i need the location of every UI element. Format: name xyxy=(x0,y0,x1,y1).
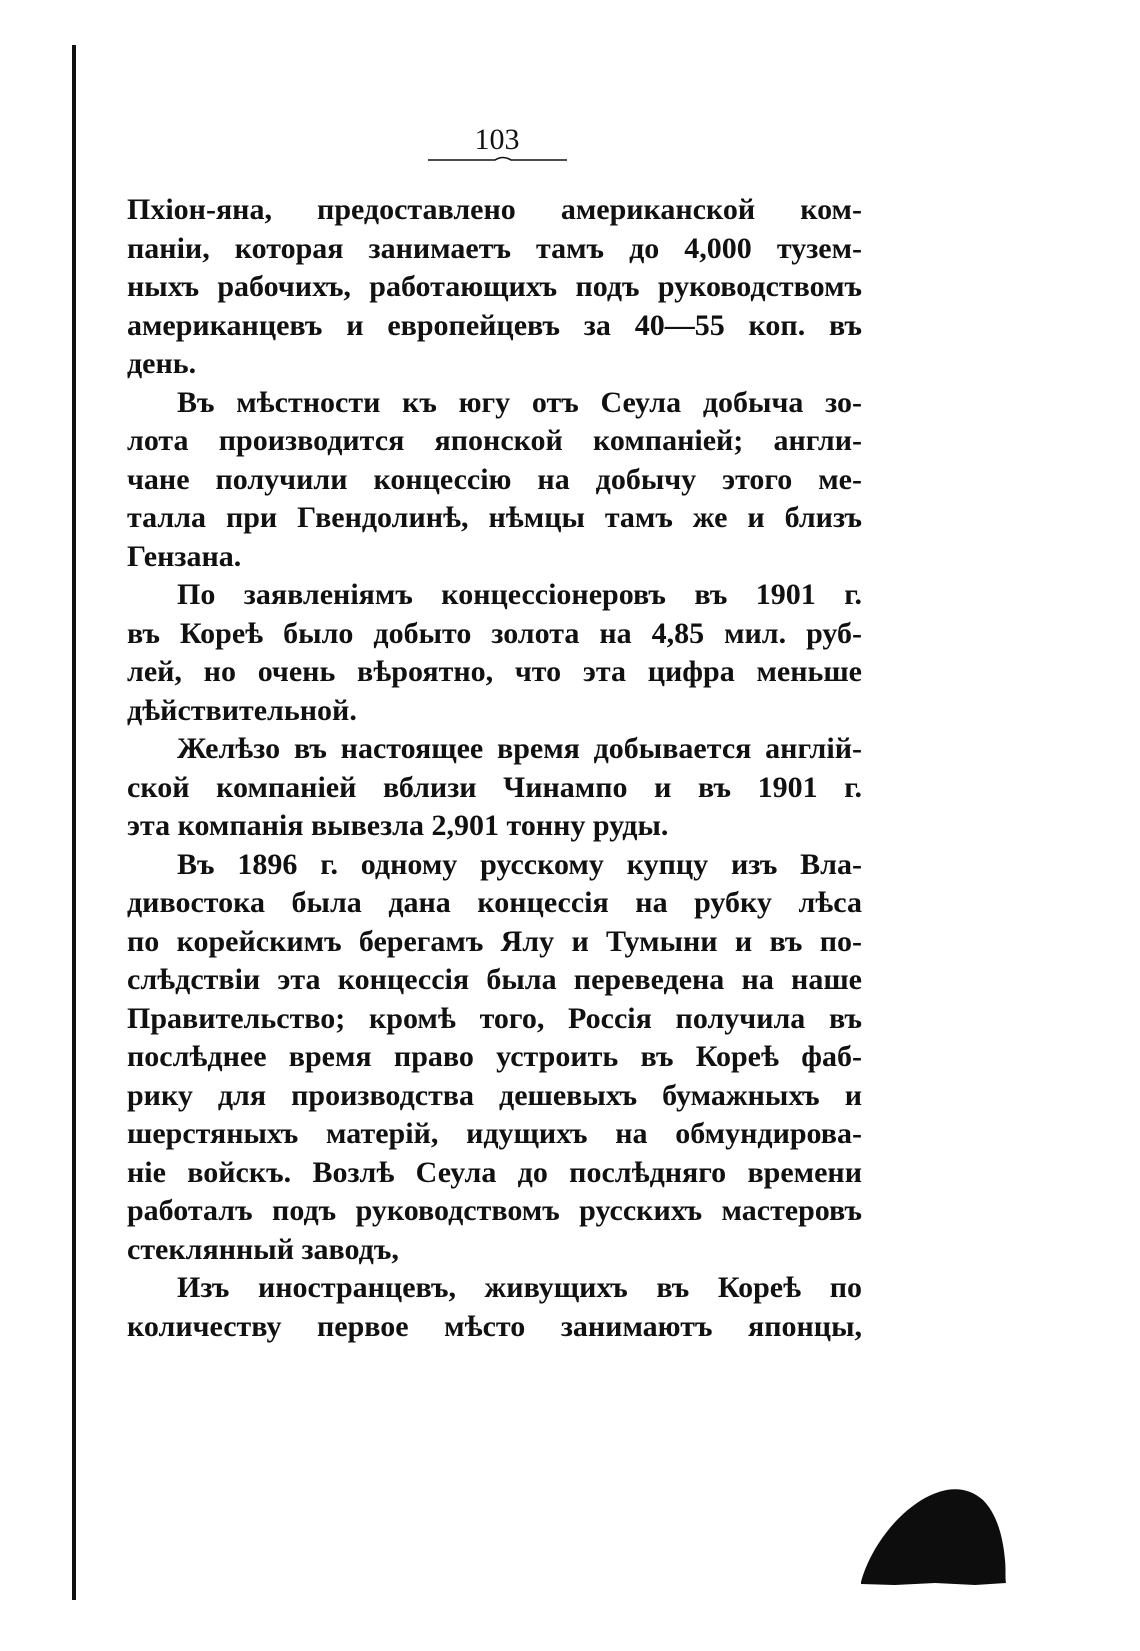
text-line: рику для производства дешевыхъ бумажныхъ и xyxy=(127,1078,862,1112)
paragraph xyxy=(127,846,862,1270)
text-line: послѣднее время право устроить въ Кореѣ фаб- xyxy=(127,1040,862,1073)
text-line: Въ мѣстности къ югу отъ Сеула добыча зо- xyxy=(177,385,862,419)
paragraph xyxy=(127,730,862,846)
text-line: дивостока была дана концессія на рубку лѣса xyxy=(127,886,862,919)
paragraph xyxy=(127,1269,862,1346)
text-line: чане получили концессію на добычу этого ме- xyxy=(127,462,862,496)
body-text xyxy=(127,191,862,1346)
page-edge-line xyxy=(72,45,76,1600)
text-line: эта компанія вывезла 2,901 тонну руды. xyxy=(127,809,669,842)
text-line: работалъ подъ руководствомъ русскихъ мастеровъ xyxy=(127,1194,862,1227)
text-line: Правительство; кромѣ того, Россія получила въ xyxy=(127,1001,862,1035)
text-line: слѣдствіи эта концессія была переведена на наше xyxy=(127,963,862,996)
text-line: лей, но очень вѣроятно, что эта цифра меньше xyxy=(127,655,862,688)
paragraph xyxy=(127,576,862,730)
paragraph xyxy=(127,384,862,577)
text-line: По заявленіямъ концессіонеровъ въ 1901 г. xyxy=(177,578,862,611)
text-line: американцевъ и европейцевъ за 40—55 коп. въ xyxy=(127,308,862,342)
text-line: Желѣзо въ настоящее время добывается англій- xyxy=(177,732,862,765)
text-line: ныхъ рабочихъ, работающихъ подъ руководствомъ xyxy=(127,270,862,303)
text-line: ской компаніей вблизи Чинампо и въ 1901 г. xyxy=(127,770,862,804)
text-line: Въ 1896 г. одному русскому купцу изъ Вла- xyxy=(177,847,862,881)
text-line: шерстяныхъ матерій, идущихъ на обмундирова- xyxy=(127,1117,862,1150)
text-line: въ Кореѣ было добыто золота на 4,85 мил. руб- xyxy=(127,616,862,650)
ink-blot xyxy=(855,1482,1015,1586)
text-line: паніи, которая занимаетъ тамъ до 4,000 тузем- xyxy=(127,231,862,265)
text-line: по корейскимъ берегамъ Ялу и Тумыни и въ по- xyxy=(127,924,862,958)
paragraph xyxy=(127,191,862,384)
text-line: Пхіон-яна, предоставлено американской ком- xyxy=(127,193,862,226)
text-line: Изъ иностранцевъ, живущихъ въ Кореѣ по xyxy=(177,1271,862,1304)
text-line: ніе войскъ. Возлѣ Сеула до послѣдняго времени xyxy=(127,1155,862,1189)
page-number: 103 xyxy=(474,123,520,156)
text-line: количеству первое мѣсто занимаютъ японцы, xyxy=(127,1309,862,1343)
text-line: лота производится японской компаніей; англи- xyxy=(127,424,862,457)
text-line: стеклянный заводъ, xyxy=(127,1232,399,1266)
text-line: Гензана. xyxy=(127,539,242,573)
text-line: талла при Гвендолинѣ, нѣмцы тамъ же и близъ xyxy=(127,501,862,534)
text-line: день. xyxy=(127,347,197,380)
header-rule xyxy=(425,150,570,170)
text-line: дѣйствительной. xyxy=(127,693,357,727)
